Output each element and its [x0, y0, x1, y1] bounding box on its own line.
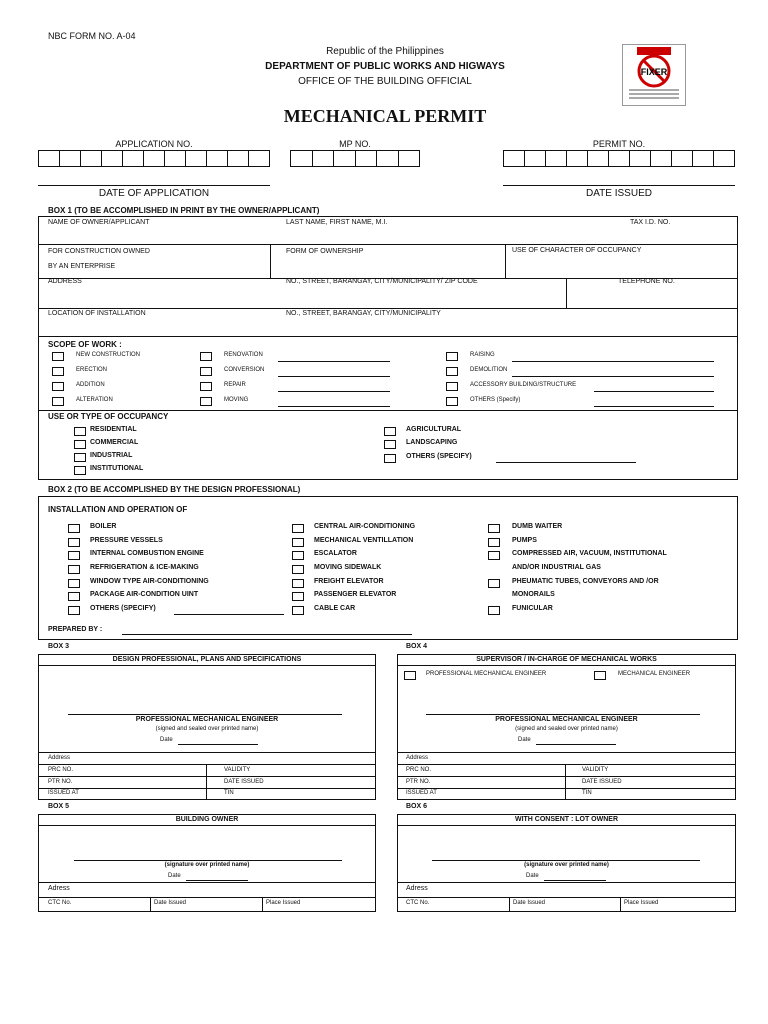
- institutional-checkbox[interactable]: [74, 466, 86, 475]
- professional-mech-engineer-checkbox[interactable]: [404, 671, 416, 680]
- installation-label: PASSENGER ELEVATOR: [314, 591, 397, 598]
- box4-date-line[interactable]: [536, 744, 616, 745]
- box3-prc-label: PRC NO.: [48, 767, 74, 773]
- others-occupancy-line[interactable]: [496, 462, 636, 463]
- box3-date-label: Date: [160, 737, 173, 743]
- box6-date-label: Date: [526, 873, 539, 879]
- occupancy-label: COMMERCIAL: [90, 439, 139, 446]
- landscaping-checkbox[interactable]: [384, 440, 396, 449]
- scope-label: RAISING: [470, 352, 495, 358]
- mechanical-ventilation-checkbox[interactable]: [292, 538, 304, 547]
- passenger-elevator-checkbox[interactable]: [292, 592, 304, 601]
- mp-no-input[interactable]: [290, 150, 420, 167]
- department-name: DEPARTMENT OF PUBLIC WORKS AND HIGWAYS: [265, 61, 505, 72]
- box5-date-issued-label: Date Issued: [154, 900, 187, 906]
- occupancy-label: AGRICULTURAL: [406, 426, 462, 433]
- scope-label: OTHERS (Specify): [470, 397, 521, 403]
- occupancy-label: OTHERS (SPECIFY): [406, 453, 472, 460]
- installation-label: MOVING SIDEWALK: [314, 564, 382, 571]
- pneumatic-tubes-checkbox[interactable]: [488, 579, 500, 588]
- box4-address-label: Address: [406, 755, 429, 761]
- renovation-line[interactable]: [278, 361, 390, 362]
- installation-label: PUMPS: [512, 537, 537, 544]
- installation-label: REFRIGERATION & ICE-MAKING: [90, 564, 199, 571]
- installation-heading: INSTALLATION AND OPERATION OF: [48, 505, 188, 514]
- use-character-label: USE OF CHARACTER OF OCCUPANCY: [512, 247, 642, 254]
- box6-label: BOX 6: [406, 803, 428, 810]
- scope-label: ALTERATION: [76, 397, 113, 403]
- installation-label: ESCALATOR: [314, 550, 357, 557]
- box3-date-line[interactable]: [178, 744, 258, 745]
- window-aircon-checkbox[interactable]: [68, 579, 80, 588]
- scope-label: ACCESSORY BUILDING/STRUCTURE: [470, 382, 577, 388]
- box3-signature-line[interactable]: [68, 714, 342, 715]
- box4-signer: PROFESSIONAL MECHANICAL ENGINEER: [495, 716, 638, 723]
- box5-title: BUILDING OWNER: [175, 816, 239, 823]
- box3-date-issued-label: DATE ISSUED: [224, 779, 264, 785]
- scope-label: DEMOLITION: [470, 367, 508, 373]
- scope-label: CONVERSION: [224, 367, 265, 373]
- moving-checkbox[interactable]: [200, 397, 212, 406]
- box3-title: DESIGN PROFESSIONAL, PLANS AND SPECIFICATIONS: [112, 656, 302, 663]
- address-detail-label: NO., STREET, BARANGAY, CITY/MUNICIPALITY/ ZIP CODE: [286, 278, 478, 285]
- box4-option-label: PROFESSIONAL MECHANICAL ENGINEER: [426, 671, 547, 677]
- cable-car-checkbox[interactable]: [292, 606, 304, 615]
- others-installation-checkbox[interactable]: [68, 606, 80, 615]
- occupancy-label: INSTITUTIONAL: [90, 465, 144, 472]
- box1-heading: BOX 1 (TO BE ACCOMPLISHED IN PRINT BY THE OWNER/APPLICANT): [48, 206, 320, 215]
- scope-label: NEW CONSTRUCTION: [76, 352, 140, 358]
- raising-checkbox[interactable]: [446, 352, 458, 361]
- others-scope-line[interactable]: [594, 406, 714, 407]
- box5-signature-line[interactable]: [74, 860, 342, 861]
- box3-signed-note: (signed and sealed over printed name): [155, 726, 259, 732]
- scope-label: ERECTION: [76, 367, 108, 373]
- box3-address-label: Address: [48, 755, 71, 761]
- address-label: ADDRESS: [48, 278, 82, 285]
- scope-label: RENOVATION: [224, 352, 263, 358]
- installation-label: PRESSURE VESSELS: [90, 537, 163, 544]
- location-detail-label: NO., STREET, BARANGAY, CITY/MUNICIPALITY: [286, 310, 441, 317]
- box4-title: SUPERVISOR / IN-CHARGE OF MECHANICAL WORKS: [476, 656, 657, 663]
- commercial-checkbox[interactable]: [74, 440, 86, 449]
- freight-elevator-checkbox[interactable]: [292, 579, 304, 588]
- box3-ptr-label: PTR NO.: [48, 779, 73, 785]
- occupancy-label: INDUSTRIAL: [90, 452, 133, 459]
- box4-issued-at-label: ISSUED AT: [406, 790, 437, 796]
- scope-label: REPAIR: [224, 382, 246, 388]
- box3-validity-label: VALIDITY: [224, 767, 251, 773]
- box5-ctc-label: CTC No.: [48, 900, 72, 906]
- scope-heading: SCOPE OF WORK :: [48, 340, 122, 349]
- moving-sidewalk-checkbox[interactable]: [292, 565, 304, 574]
- repair-line[interactable]: [278, 391, 390, 392]
- dumb-waiter-checkbox[interactable]: [488, 524, 500, 533]
- box6-ctc-label: CTC No.: [406, 900, 430, 906]
- office-name: OFFICE OF THE BUILDING OFFICIAL: [298, 76, 472, 87]
- box4-ptr-label: PTR NO.: [406, 779, 431, 785]
- installation-label: INTERNAL COMBUSTION ENGINE: [90, 550, 204, 557]
- box4-prc-label: PRC NO.: [406, 767, 432, 773]
- date-issued-line[interactable]: [503, 185, 735, 186]
- installation-label: DUMB WAITER: [512, 523, 563, 530]
- installation-label: FREIGHT ELEVATOR: [314, 578, 384, 585]
- form-ownership-label: FORM OF OWNERSHIP: [286, 248, 364, 255]
- box4-tin-label: TIN: [582, 790, 592, 796]
- box4-date-label: Date: [518, 737, 531, 743]
- box6-address-label: Adress: [406, 885, 428, 892]
- installation-label: WINDOW TYPE AIR-CONDITIONING: [90, 578, 209, 585]
- tax-id-label: TAX I.D. NO.: [630, 219, 671, 226]
- mech-engineer-checkbox[interactable]: [594, 671, 606, 680]
- installation-label: PACKAGE AIR-CONDITION UINT: [90, 591, 199, 598]
- installation-label: FUNICULAR: [512, 605, 553, 612]
- installation-label: COMPRESSED AIR, VACUUM, INSTITUTIONAL: [512, 550, 667, 557]
- new-construction-checkbox[interactable]: [52, 352, 64, 361]
- box3-signer: PROFESSIONAL MECHANICAL ENGINEER: [135, 716, 279, 723]
- box2-heading: BOX 2 (TO BE ACCOMPLISHED BY THE DESIGN PROFESSIONAL): [48, 485, 301, 494]
- escalator-checkbox[interactable]: [292, 551, 304, 560]
- occupancy-heading: USE OR TYPE OF OCCUPANCY: [48, 412, 169, 421]
- prepared-by-line[interactable]: [122, 634, 412, 635]
- accessory-building-checkbox[interactable]: [446, 382, 458, 391]
- erection-checkbox[interactable]: [52, 367, 64, 376]
- renovation-checkbox[interactable]: [200, 352, 212, 361]
- installation-label: PHEUMATIC TUBES, CONVEYORS AND /OR: [512, 578, 659, 585]
- box5-address-label: Adress: [48, 885, 70, 892]
- box5-date-line[interactable]: [186, 880, 248, 881]
- date-of-application-label: DATE OF APPLICATION: [98, 188, 210, 199]
- refrigeration-checkbox[interactable]: [68, 565, 80, 574]
- central-aircon-checkbox[interactable]: [292, 524, 304, 533]
- conversion-line[interactable]: [278, 376, 390, 377]
- repair-checkbox[interactable]: [200, 382, 212, 391]
- application-no-label: APPLICATION NO.: [115, 139, 193, 149]
- pressure-vessels-checkbox[interactable]: [68, 538, 80, 547]
- by-enterprise-label: BY AN ENTERPRISE: [48, 263, 116, 270]
- republic-line: Republic of the Philippines: [326, 46, 444, 57]
- prepared-by-label: PREPARED BY :: [48, 626, 103, 633]
- box4-date-issued-label: DATE ISSUED: [582, 779, 622, 785]
- box3-tin-label: TIN: [224, 790, 234, 796]
- location-label: LOCATION OF INSTALLATION: [48, 310, 146, 317]
- box4-signature-line[interactable]: [426, 714, 700, 715]
- occupancy-label: LANDSCAPING: [406, 439, 458, 446]
- form-number: NBC FORM NO. A-04: [48, 31, 136, 41]
- scope-label: ADDITION: [76, 382, 105, 388]
- installation-label: MONORAILS: [512, 591, 555, 598]
- box3-label: BOX 3: [48, 643, 70, 650]
- box6-date-line[interactable]: [544, 880, 606, 881]
- others-occupancy-checkbox[interactable]: [384, 454, 396, 463]
- others-scope-checkbox[interactable]: [446, 397, 458, 406]
- box5-signed-note: (signature over printed name): [164, 862, 250, 868]
- page-title: MECHANICAL PERMIT: [283, 106, 487, 126]
- alteration-checkbox[interactable]: [52, 397, 64, 406]
- installation-label: CENTRAL AIR-CONDITIONING: [314, 523, 416, 530]
- installation-label: OTHERS (SPECIFY): [90, 605, 156, 612]
- scope-label: MOVING: [224, 397, 249, 403]
- raising-line[interactable]: [512, 361, 714, 362]
- installation-label: CABLE CAR: [314, 605, 356, 612]
- application-no-input[interactable]: [38, 150, 270, 167]
- box4-option-label: MECHANICAL ENGINEER: [618, 671, 691, 677]
- addition-checkbox[interactable]: [52, 382, 64, 391]
- last-name-label: LAST NAME, FIRST NAME, M.I.: [286, 219, 388, 226]
- package-aircon-checkbox[interactable]: [68, 592, 80, 601]
- compressed-air-checkbox[interactable]: [488, 551, 500, 560]
- occupancy-label: RESIDENTIAL: [90, 426, 137, 433]
- funicular-checkbox[interactable]: [488, 606, 500, 615]
- box6-signed-note: (signature over printed name): [524, 862, 609, 868]
- box3-issued-at-label: ISSUED AT: [48, 790, 79, 796]
- box5-label: BOX 5: [48, 803, 70, 810]
- box6-place-issued-label: Place Issued: [624, 900, 659, 906]
- installation-label: MECHANICAL VENTILLATION: [314, 537, 414, 544]
- agricultural-checkbox[interactable]: [384, 427, 396, 436]
- pumps-checkbox[interactable]: [488, 538, 500, 547]
- residential-checkbox[interactable]: [74, 427, 86, 436]
- svg-text:FIXER: FIXER: [640, 67, 668, 77]
- mp-no-label: MP NO.: [339, 139, 371, 149]
- box6-title: WITH CONSENT : LOT OWNER: [514, 816, 619, 823]
- date-issued-label: DATE ISSUED: [586, 188, 652, 199]
- accessory-building-line[interactable]: [594, 391, 714, 392]
- name-owner-label: NAME OF OWNER/APPLICANT: [48, 219, 150, 226]
- conversion-checkbox[interactable]: [200, 367, 212, 376]
- box5-date-label: Date: [168, 873, 181, 879]
- box4-signed-note: (signed and sealed over printed name): [515, 726, 618, 732]
- demolition-checkbox[interactable]: [446, 367, 458, 376]
- box4-validity-label: VALIDITY: [582, 767, 609, 773]
- date-of-application-line[interactable]: [38, 185, 270, 186]
- telephone-label: TELEPHONE NO.: [618, 278, 675, 285]
- box5-place-issued-label: Place Issued: [266, 900, 301, 906]
- permit-no-input[interactable]: [503, 150, 735, 167]
- boiler-checkbox[interactable]: [68, 524, 80, 533]
- box6-date-issued-label: Date Issued: [513, 900, 546, 906]
- installation-label: BOILER: [90, 523, 117, 530]
- combustion-engine-checkbox[interactable]: [68, 551, 80, 560]
- installation-label: AND/OR INDUSTRIAL GAS: [512, 564, 601, 571]
- no-fixer-logo: [622, 44, 686, 106]
- demolition-line[interactable]: [512, 376, 714, 377]
- box4-label: BOX 4: [406, 643, 428, 650]
- construction-owned-label: FOR CONSTRUCTION OWNED: [48, 248, 150, 255]
- box6-signature-line[interactable]: [432, 860, 700, 861]
- industrial-checkbox[interactable]: [74, 453, 86, 462]
- others-installation-line[interactable]: [174, 614, 284, 615]
- permit-no-label: PERMIT NO.: [592, 139, 646, 149]
- moving-line[interactable]: [278, 406, 390, 407]
